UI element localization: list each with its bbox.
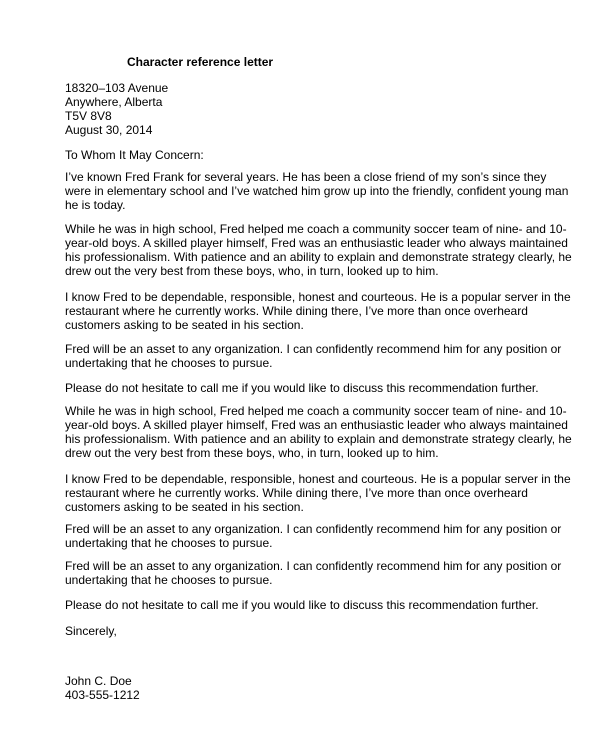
paragraph-line: his professionalism. With patience and an ability to explain and demonstrate strategy clearly, he [65,250,572,264]
paragraph-line: customers asking to be seated in his section. [65,500,304,514]
paragraph-line: undertaking that he chooses to pursue. [65,536,273,550]
paragraph-line: drew out the very best from these boys, who, in turn, looked up to him. [65,446,439,460]
signer-name: John C. Doe [65,674,132,688]
paragraph-line: his professionalism. With patience and an ability to explain and demonstrate strategy clearly, he [65,432,572,446]
paragraph-line: drew out the very best from these boys, who, in turn, looked up to him. [65,264,439,278]
paragraph [65,404,572,460]
paragraph-line: Please do not hesitate to call me if you would like to discuss this recommendation further. [65,381,539,395]
paragraph-line: undertaking that he chooses to pursue. [65,573,273,587]
address-line: 18320–103 Avenue [65,81,169,95]
salutation: To Whom It May Concern: [65,148,204,162]
address-line: T5V 8V8 [65,109,112,123]
paragraph [65,342,561,370]
paragraph-line: Please do not hesitate to call me if you would like to discuss this recommendation further. [65,598,539,612]
paragraph [65,598,539,612]
paragraph-line: year-old boys. A skilled player himself, Fred was an enthusiastic leader who always maintained [65,236,568,250]
paragraph-line: restaurant where he currently works. While dining there, I’ve more than once overheard [65,304,528,318]
paragraph [65,290,571,332]
letter-date: August 30, 2014 [65,123,153,137]
paragraph-line: undertaking that he chooses to pursue. [65,356,273,370]
address-line: Anywhere, Alberta [65,95,163,109]
paragraph [65,170,568,212]
paragraph-line: year-old boys. A skilled player himself, Fred was an enthusiastic leader who always maintained [65,418,568,432]
paragraph-line: I know Fred to be dependable, responsible, honest and courteous. He is a popular server in the [65,290,571,304]
paragraph-line: While he was in high school, Fred helped me coach a community soccer team of nine- and 10- [65,222,567,236]
paragraph-line: Fred will be an asset to any organization. I can confidently recommend him for any position or [65,522,562,536]
signer-phone: 403-555-1212 [65,688,140,702]
sender-address [65,81,168,137]
paragraph [65,222,572,278]
paragraph-line: I’ve known Fred Frank for several years. He has been a close friend of my son’s since they [65,170,547,184]
paragraph-line: were in elementary school and I’ve watched him grow up into the friendly, confident young man [65,184,569,198]
paragraph-line: customers asking to be seated in his section. [65,318,304,332]
paragraph [65,472,571,514]
paragraph-line: While he was in high school, Fred helped me coach a community soccer team of nine- and 10- [65,404,567,418]
paragraph [65,522,561,550]
letter-title: Character reference letter [127,55,274,69]
paragraph-line: Fred will be an asset to any organization. I can confidently recommend him for any position or [65,342,562,356]
closing: Sincerely, [65,624,117,638]
paragraph-line: Fred will be an asset to any organization. I can confidently recommend him for any position or [65,559,562,573]
paragraph [65,559,561,587]
paragraph-line: he is today. [65,198,126,212]
paragraph-line: restaurant where he currently works. While dining there, I’ve more than once overheard [65,486,528,500]
paragraph [65,381,539,395]
paragraph-line: I know Fred to be dependable, responsible, honest and courteous. He is a popular server in the [65,472,571,486]
